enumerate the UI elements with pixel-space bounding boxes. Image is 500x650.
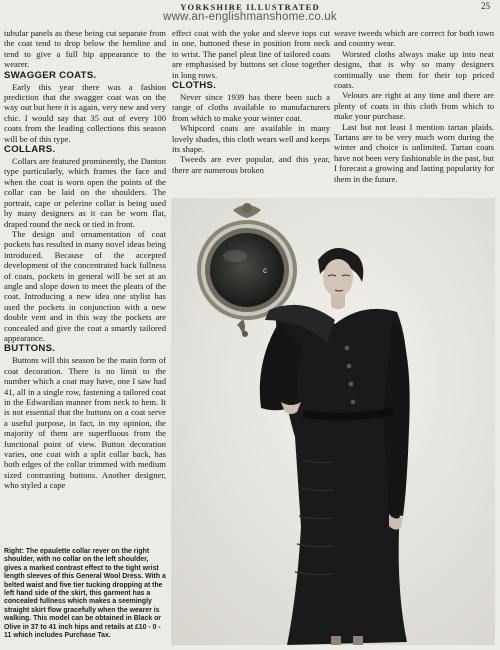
magazine-title: YORKSHIRE ILLUSTRATED (180, 2, 320, 12)
paragraph: tubular panels as these being cut separate from the coat tend to drop below the hemline and tend to give a full hip appearance to the wearer. (4, 28, 166, 70)
photo-caption: Right: The epaulette collar rever on the right shoulder, with no collar on the left shoulder, gives a marked contrast effect to the tight wrist length sleeves of this General Wool Dress. With a belted waist and five tier tucking dropping at the left hand side of the skirt, this garment has a concealed fullness which makes a seemingly straight skirt flow gracefully when the wearer is walking. This model can be obtained in Black or Olive in 37 to 41 inch hips and retails at £10 - 0 - 11 which includes Purchase Tax. (4, 548, 166, 640)
section-heading-collars: COLLARS. (4, 144, 56, 156)
paragraph: Velours are right at any time and there are plenty of coats in this cloth from which to make your purchase. (334, 90, 494, 122)
section-heading-swagger-coats: SWAGGER COATS. (4, 69, 97, 81)
mirror-mark: c (263, 266, 267, 275)
section-heading-buttons: BUTTONS. (4, 343, 56, 355)
watermark-url: www.an-englishmanshome.co.uk (163, 11, 337, 23)
paragraph: The design and ornamentation of coat pockets has resulted in many novel ideas being introduced. Because of the accepted development of the concentrated back fullness of coats, pockets in general will be set at an angle and slope down to meet the pleats of the coat. Introducing a new idea one stylist has used the pockets in conjunction with a new double vent and in this way the pockets are concealed and give the coat a smartly tailored appearance. (4, 228, 166, 343)
paragraph: Worsted cloths always make up into neat designs, that is why so many designers continually use them for their top priced coats. (334, 48, 494, 91)
paragraph: effect coat with the yoke and sleeve tops cut in one, buttoned these in position from neck to wrist. The panel pleat line of tailored coats are emphasised by buttons set close together in long rows. (172, 28, 330, 80)
page-header (0, 0, 500, 28)
fashion-photo-illustration (171, 198, 495, 645)
paragraph: Early this year there was a fashion prediction that the swagger coat was on the way out but here it is again, very new and very chic. I would say that 35 out of every 100 coats from the leading collections this season will be of this type. (4, 81, 166, 144)
paragraph: Last but not least I mention tartan plaids. Tartans are to be very much worn during the winter and choice is unlimited. Tartan coats have not been very fashionable in the past, but I forecast a growing and lasting popularity for them in the future. (334, 121, 494, 184)
paragraph: weave tweeds which are correct for both town and country wear. (334, 28, 494, 49)
fashion-photo (171, 198, 495, 645)
paragraph: Never since 1939 has there been such a range of cloths available to manufacturers from which to make your winter coat. (172, 92, 330, 123)
paragraph: Buttons will this season be the main form of coat decoration. There is no limit to the number which a coat may have, one I saw had 41, all in a single row, fastening a tailored coat in the Edwardian manner from neck to hem. It is not essential that the buttons on a coat serve a useful purpose, in fact, in my opinion, the majority of them are superfluous from the functional point of view. Button decoration varies, one coat with a split collar back, has both edges of the collar trimmed with medium sized contrasting buttons. Another designer, who styled a cape (4, 355, 166, 491)
article-column-2 (172, 28, 330, 175)
section-heading-cloths: CLOTHS. (172, 80, 217, 92)
article-column-1 (4, 28, 166, 491)
paragraph: Tweeds are ever popular, and this year, there are numerous broken (172, 154, 330, 175)
paragraph: Collars are featured prominently, the Danton type particularly, which frames the face and when the coat is worn open the points of the collar can be laid on the shoulders. The portrait, cape or pelerine collar is being used by many designers as it can be worn flat, draped round the neck or tied in front. (4, 156, 166, 229)
page-number: 25 (481, 1, 490, 11)
article-column-3 (334, 28, 494, 184)
paragraph: Whipcord coats are available in many lovely shades, this cloth wears well and keeps its shape. (172, 123, 330, 155)
